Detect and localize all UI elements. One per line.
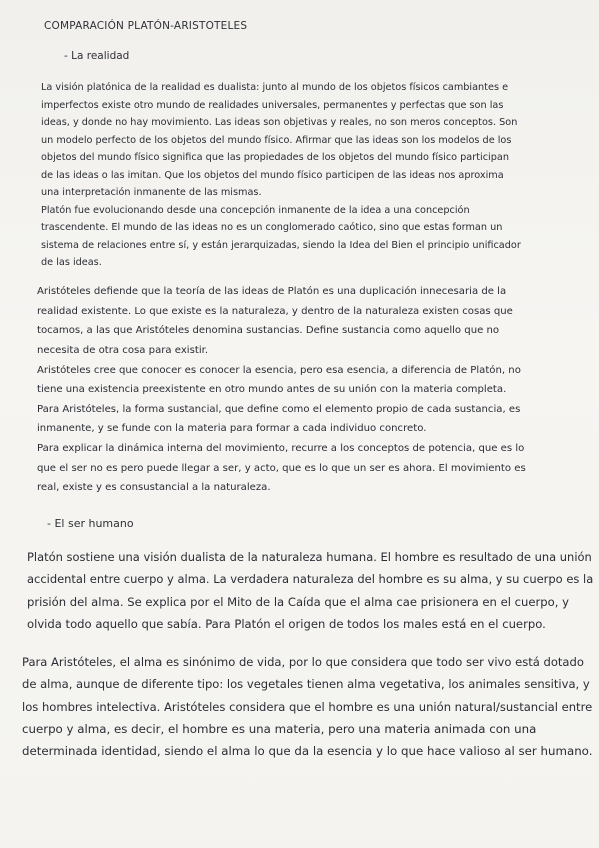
text-line: cuerpo y alma, es decir, el hombre es una materia, pero una materia animada con una [22, 721, 537, 736]
text-line: trascendente. El mundo de las ideas no es un conglomerado caótico, sino que estas forman un [41, 222, 503, 234]
section-heading-reality: - La realidad [64, 50, 130, 62]
text-line: inmanente, y se funde con la materia para formar a cada individuo concreto. [37, 423, 427, 435]
text-line: Platón sostiene una visión dualista de la naturaleza humana. El hombre es resultado de una unión [27, 550, 592, 564]
text-line: tiene una existencia preexistente en otro mundo antes de su unión con la materia completa. [37, 384, 507, 396]
text-line: ideas, y donde no hay movimiento. Las ideas son objetivas y reales, no son meros conceptos. Son [41, 117, 518, 129]
text-line: una interpretación inmanente de las mismas. [41, 187, 262, 199]
paragraph-aristotle-human [22, 651, 592, 762]
text-line: Platón fue evolucionando desde una concepción inmanente de la idea a una concepción [41, 204, 470, 216]
paragraph-plato-human [27, 546, 593, 635]
text-line: de las ideas o las imitan. Que los objetos del mundo físico participen de las ideas nos aproxima [41, 169, 504, 181]
text-line: realidad existente. Lo que existe es la naturaleza, y dentro de la naturaleza existen cosas que [37, 305, 513, 317]
text-line: que el ser no es pero puede llegar a ser, y acto, que es lo que un ser es ahora. El movimiento es [37, 462, 526, 474]
text-line: un modelo perfecto de los objetos del mundo físico. Afirmar que las ideas son los modelos de los [41, 134, 512, 146]
document-title: COMPARACIÓN PLATÓN-ARISTOTELES [44, 20, 248, 32]
text-line: Aristóteles defiende que la teoría de las ideas de Platón es una duplicación innecesaria de la [37, 286, 507, 297]
text-line: Para Aristóteles, el alma es sinónimo de vida, por lo que considera que todo ser vivo está dotado [22, 655, 584, 669]
text-line: necesita de otra cosa para existir. [37, 344, 209, 356]
text-line: objetos del mundo físico significa que las propiedades de los objetos del mundo físico participan [41, 152, 509, 164]
text-line: real, existe y es consustancial a la naturaleza. [37, 482, 271, 494]
text-line: sistema de relaciones entre sí, y están jerarquizadas, siendo la Idea del Bien el principio unificador [41, 239, 521, 251]
text-line: accidental entre cuerpo y alma. La verdadera naturaleza del hombre es su alma, y su cuerpo es la [27, 572, 594, 587]
text-line: Para Aristóteles, la forma sustancial, que define como el elemento propio de cada sustancia, es [37, 403, 521, 415]
text-line: de las ideas. [41, 257, 102, 269]
text-line: de alma, aunque de diferente tipo: los vegetales tienen alma vegetativa, los animales sensitiva, y [22, 677, 590, 692]
section-heading-human: - El ser humano [47, 517, 134, 530]
text-line: Aristóteles cree que conocer es conocer la esencia, pero esa esencia, a diferencia de Platón, no [37, 364, 521, 376]
text-line: determinada identidad, siendo el alma lo que da la esencia y lo que hace valioso al ser humano. [22, 744, 593, 759]
paragraph-aristotle-reality [37, 282, 526, 498]
text-line: los hombres intelectiva. Aristóteles considera que el hombre es una unión natural/sustancial entre [22, 699, 593, 714]
text-line: Para explicar la dinámica interna del movimiento, recurre a los conceptos de potencia, que es lo [37, 443, 525, 455]
text-line: tocamos, a las que Aristóteles denomina sustancias. Define sustancia como aquello que no [37, 325, 500, 337]
text-line: prisión del alma. Se explica por el Mito de la Caída que el alma cae prisionera en el cuerpo, y [27, 594, 569, 609]
text-line: imperfectos existe otro mundo de realidades universales, permanentes y perfectas que son las [41, 99, 504, 111]
text-line: olvida todo aquello que sabía. Para Platón el origen de todos los males está en el cuerpo. [27, 616, 546, 631]
text-line: La visión platónica de la realidad es dualista: junto al mundo de los objetos físicos cambiantes e [41, 82, 509, 93]
paragraph-plato-reality [41, 79, 521, 272]
